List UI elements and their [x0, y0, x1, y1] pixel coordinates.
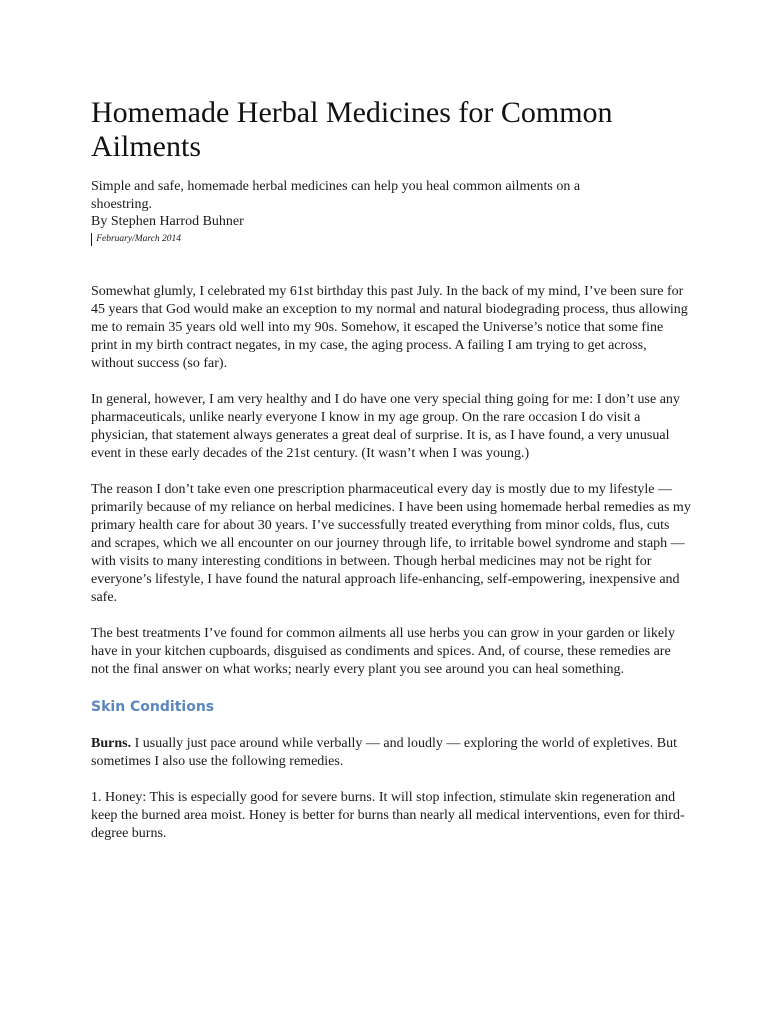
paragraph-3: The reason I don’t take even one prescription pharmaceutical every day is mostly due to my lifestyle — primarily because of my reliance on herbal medicines. I have been using homemade herbal remedies as my primary health care for about 30 years. I’ve successfully treated everything from minor colds, flus, cuts and scrapes, which we all encounter on our journey through life, to irritable bowel syndrome and staph — with visits to many interesting conditions in between. Though herbal medicines may not be right for everyone’s lifestyle, I have found the natural approach life-enhancing, self-empowering, inexpensive and safe. — [91, 481, 691, 605]
section-heading: Skin Conditions — [91, 698, 215, 715]
paragraph-4: The best treatments I’ve found for common ailments all use herbs you can grow in your garden or likely have in your kitchen cupboards, disguised as condiments and spices. And, of course, these remedies are not the final answer on what works; nearly every plant you see around you can heal something. — [91, 625, 675, 677]
burns-label: Burns. — [91, 735, 132, 751]
article-subtitle — [91, 178, 691, 231]
article — [91, 96, 691, 861]
byline: By Stephen Harrod Buhner — [91, 214, 244, 229]
paragraph-1: Somewhat glumly, I celebrated my 61st birthday this past July. In the back of my mind, I’ve been sure for 45 years that God would make an exception to my normal and natural biodegrading process, thus allowing me to remain 35 years old well into my 90s. Somehow, it escaped the Universe’s notice that some fine print in my birth contract negates, in my case, the aging process. A failing I am trying to get across, without success (so far). — [91, 283, 688, 371]
burns-text: I usually just pace around while verbally — and loudly — exploring the world of expletives. But sometimes I also use the following remedies. — [91, 735, 677, 769]
publication-date: February/March 2014 — [96, 233, 182, 244]
dateline-separator — [91, 233, 92, 246]
article-body — [91, 283, 691, 843]
article-title-line-2: Ailments — [91, 130, 201, 163]
paragraph-2: In general, however, I am very healthy and I do have one very special thing going for me: I don’t use any pharmaceuticals, unlike nearly everyone I know in my age group. On the rare occasion I do visit a physician, that statement always generates a great deal of surprise. It is, as I have found, a very unusual event in these early decades of the 21st century. (It wasn’t when I was young.) — [91, 391, 680, 461]
remedy-honey: 1. Honey: This is especially good for severe burns. It will stop infection, stimulate skin regeneration and keep the burned area moist. Honey is better for burns than nearly all medical interventions, even for third-degree burns. — [91, 789, 685, 841]
article-title — [91, 96, 691, 164]
subtitle-line-2: shoestring. — [91, 196, 153, 212]
article-title-line-1: Homemade Herbal Medicines for Common — [91, 96, 613, 129]
dateline — [91, 231, 691, 248]
burns-paragraph — [91, 735, 691, 771]
subtitle-line-1: Simple and safe, homemade herbal medicines can help you heal common ailments on a — [91, 179, 581, 194]
